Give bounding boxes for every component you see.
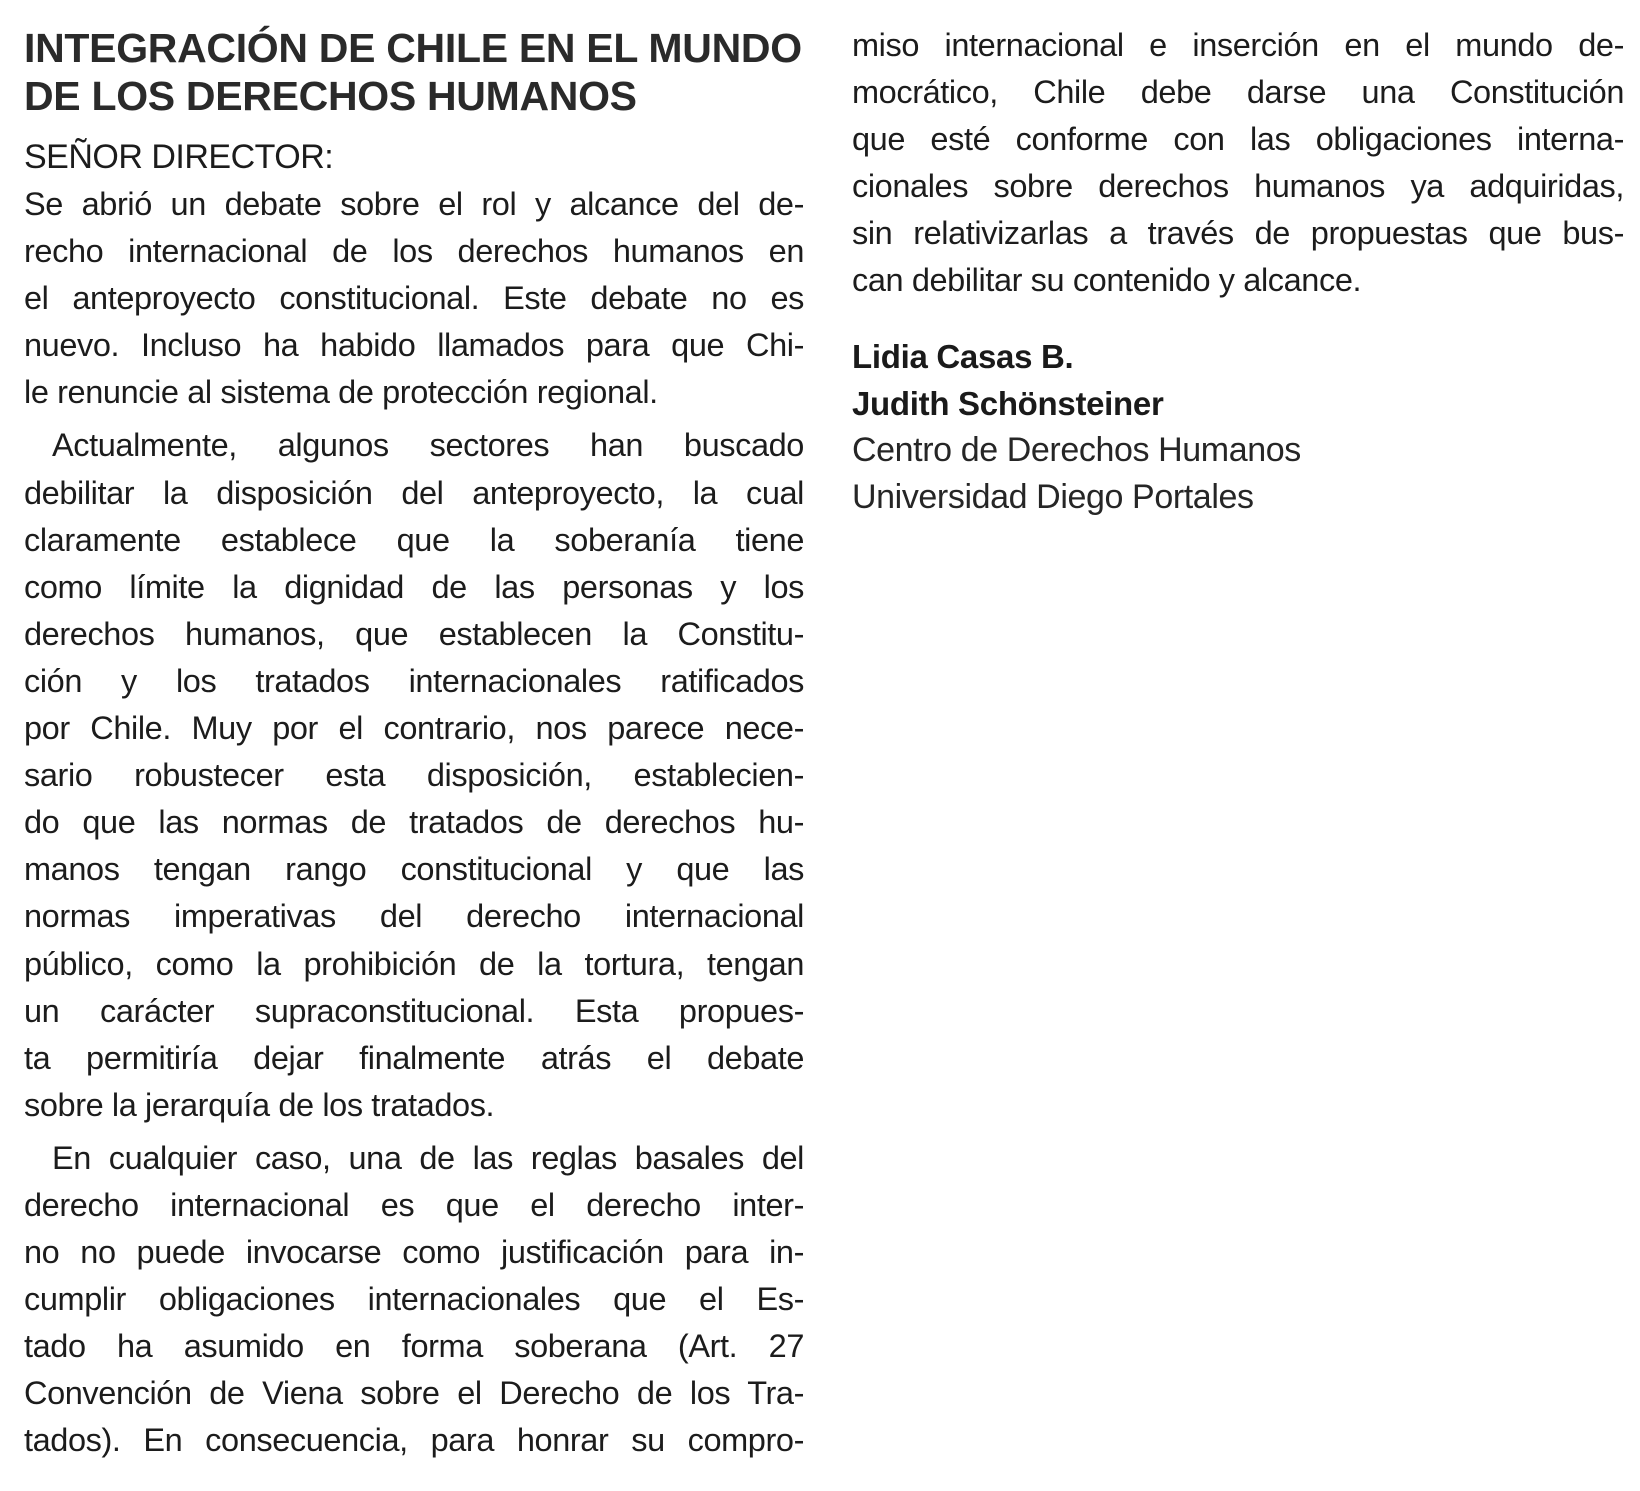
headline-line: INTEGRACIÓN DE CHILE EN EL MUNDO <box>24 25 802 71</box>
text-line: como límite la dignidad de las personas y los <box>24 568 804 605</box>
text-line: Se abrió un debate sobre el rol y alcance del de- <box>24 186 804 222</box>
text-line: derechos humanos, que establecen la Constitu- <box>24 615 804 652</box>
author-name: Judith Schönsteiner <box>852 384 1164 422</box>
text-line: sario robustecer esta disposición, establecien- <box>24 757 804 794</box>
text-line: mocrático, Chile debe darse una Constitución <box>852 74 1624 111</box>
left-column <box>24 0 804 1465</box>
text-line: el anteproyecto constitucional. Este debate no es <box>24 280 804 317</box>
text-line: derecho internacional es que el derecho inter- <box>24 1186 804 1223</box>
text-line: tado ha asumido en forma soberana (Art. 27 <box>24 1328 804 1365</box>
author-affiliation: Centro de Derechos Humanos <box>852 430 1301 469</box>
text-line: público, como la prohibición de la tortura, tengan <box>24 945 804 982</box>
text-line: sobre la jerarquía de los tratados. <box>24 1086 495 1123</box>
letter-headline <box>24 24 804 120</box>
paragraph-1 <box>24 181 804 416</box>
text-line: manos tengan rango constitucional y que las <box>24 851 804 888</box>
text-line: recho internacional de los derechos humanos en <box>24 233 804 270</box>
text-line: En cualquier caso, una de las reglas basales del <box>52 1139 804 1176</box>
paragraph-3 <box>24 1135 804 1465</box>
signature-block <box>852 333 1624 521</box>
paragraph-2 <box>24 422 804 1128</box>
text-line: normas imperativas del derecho internacional <box>24 898 804 935</box>
text-line: un carácter supraconstitucional. Esta propues- <box>24 992 804 1029</box>
text-line: por Chile. Muy por el contrario, nos parece nece- <box>24 710 804 747</box>
text-line: Convención de Viena sobre el Derecho de los Tra- <box>24 1375 804 1412</box>
text-line: claramente establece que la soberanía tiene <box>24 521 804 558</box>
text-line: que esté conforme con las obligaciones interna- <box>852 121 1624 158</box>
headline-line: DE LOS DERECHOS HUMANOS <box>24 73 637 119</box>
text-line: le renuncie al sistema de protección regional. <box>24 374 658 411</box>
text-line: debilitar la disposición del anteproyecto, la cual <box>24 474 804 511</box>
text-line: cumplir obligaciones internacionales que el Es- <box>24 1281 804 1318</box>
text-line: ta permitiría dejar finalmente atrás el debate <box>24 1039 804 1076</box>
paragraph-continuation <box>852 22 1624 305</box>
author-name: Lidia Casas B. <box>852 337 1074 375</box>
text-line: miso internacional e inserción en el mundo de- <box>852 27 1624 63</box>
author-affiliation: Universidad Diego Portales <box>852 477 1254 516</box>
text-line: do que las normas de tratados de derechos hu- <box>24 804 804 841</box>
right-column <box>852 0 1624 521</box>
text-line: ción y los tratados internacionales ratificados <box>24 662 804 699</box>
text-line: cionales sobre derechos humanos ya adquiridas, <box>852 168 1624 205</box>
text-line: nuevo. Incluso ha habido llamados para que Chi- <box>24 327 804 364</box>
text-line: Actualmente, algunos sectores han buscado <box>52 427 804 464</box>
text-line: can debilitar su contenido y alcance. <box>852 262 1362 299</box>
salutation: SEÑOR DIRECTOR: <box>24 138 334 176</box>
text-line: no no puede invocarse como justificación para in- <box>24 1234 804 1271</box>
text-line: sin relativizarlas a través de propuestas que bus- <box>852 215 1624 252</box>
text-line: tados). En consecuencia, para honrar su compro- <box>24 1422 804 1459</box>
